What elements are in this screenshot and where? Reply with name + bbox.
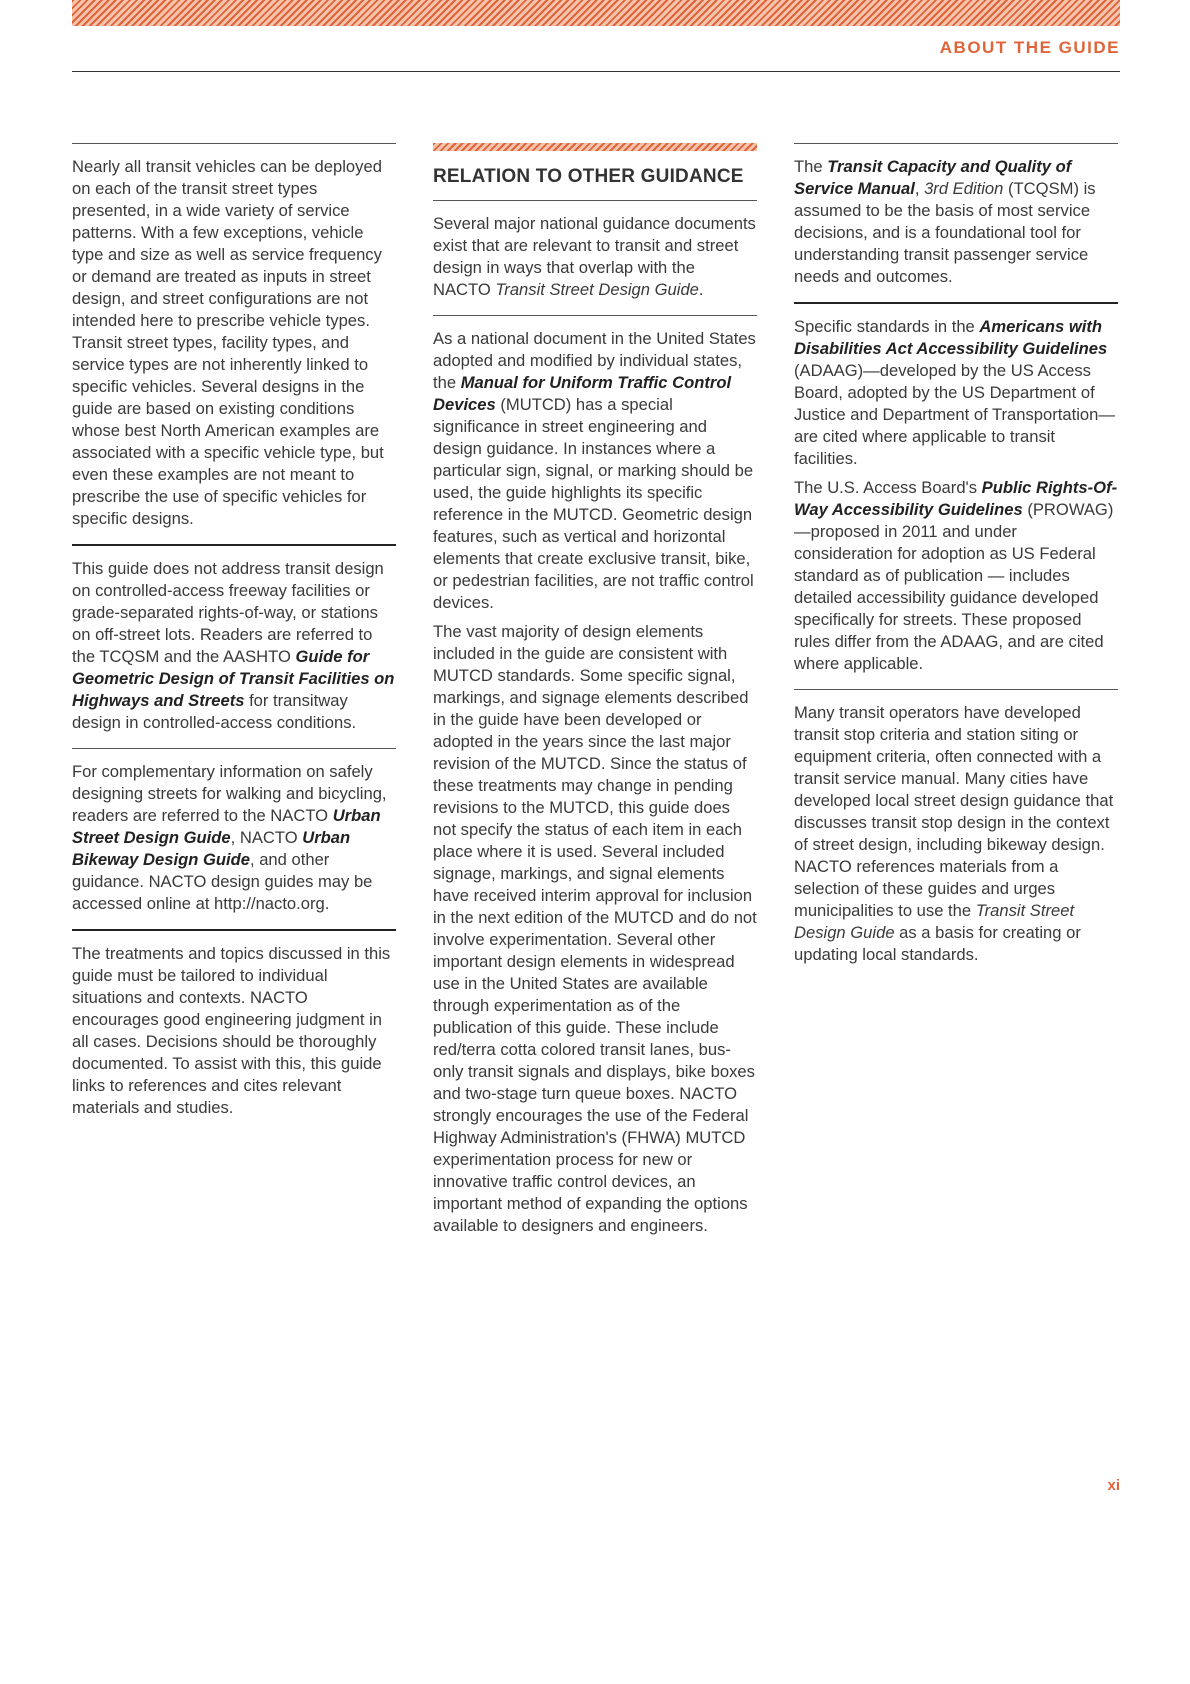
- text-run: , and other guidance. NACTO design guides may be accessed online at http://nacto.org.: [72, 850, 373, 913]
- header-divider: [72, 71, 1120, 72]
- text-run: (TCQSM) is assumed to be the basis of most service decisions, and is a foundational tool for understanding transit passenger service needs and outcomes.: [794, 179, 1096, 286]
- text-run: For complementary information on safely designing streets for walking and bicycling, readers are referred to the NACTO: [72, 762, 387, 825]
- paragraph-controlled-access: [72, 558, 396, 734]
- column-middle: [433, 143, 757, 1250]
- paragraph-engineering-judgment: The treatments and topics discussed in this guide must be tailored to individual situations and contexts. NACTO encourages good engineering judgment in all cases. Decisions should be thoroughly documented. To assist with this, this guide links to references and cites relevant materials and studies.: [72, 944, 391, 1117]
- section-hatch-accent: [433, 143, 757, 151]
- text-run: .: [698, 280, 704, 299]
- reference-title: Urban Street Design Guide: [72, 806, 381, 847]
- top-hatched-band: [72, 0, 1120, 26]
- reference-title: Transit Street Design Guide: [794, 901, 1075, 942]
- text-block: [794, 304, 1118, 688]
- paragraph-mutcd: [433, 328, 757, 614]
- text-block: [433, 316, 757, 1250]
- paragraph-experimentation: The vast majority of design elements included in the guide are consistent with MUTCD standards. Some specific signal, markings, and signage elements described in the guide have been developed or adopted in the years since the last major revision of the MUTCD. Since the status of these treatments may change in pending revisions to the MUTCD, this guide does not specify the status of each item in each place where it is used. Several included signage, markings, and signal elements have received interim approval for inclusion in the next edition of the MUTCD and do not involve experimentation. Several other important design elements in widespread use in the United States are available through experimentation as of the publication of this guide. These include red/terra cotta colored transit lanes, bus-only transit signals and displays, bike boxes and two-stage turn queue boxes. NACTO strongly encourages the use of the Federal Highway Administration's (FHWA) MUTCD experimentation process for new or innovative traffic control devices, an important method of expanding the options available to designers and engineers.: [433, 622, 757, 1235]
- text-run: (PROWAG)—proposed in 2011 and under consideration for adoption as US Federal standard as of publication — includes detailed accessibility guidance developed specifically for streets. These proposed rules differ from the ADAAG, and are cited where applicable.: [794, 500, 1114, 673]
- text-run: , NACTO: [230, 828, 303, 847]
- text-run: Many transit operators have developed transit stop criteria and station siting or equipment criteria, often connected with a transit service manual. Many cities have developed local street design guidance that discusses transit stop design in the context of street design, including bikeway design. NACTO references materials from a selection of these guides and urges municipalities to use the: [794, 703, 1114, 920]
- paragraph-complementary-info: [72, 761, 396, 915]
- text-block: [72, 546, 396, 747]
- reference-title: Manual for Uniform Traffic Control Devices: [433, 373, 732, 414]
- reference-title: Americans with Disabilities Act Accessibility Guidelines: [794, 317, 1108, 358]
- reference-title: Guide for Geometric Design of Transit Facilities on Highways and Streets: [72, 647, 395, 710]
- text-run: The U.S. Access Board's: [794, 478, 982, 497]
- paragraph-tcqsm: [794, 156, 1118, 288]
- text-block: [433, 201, 757, 314]
- reference-title: Transit Street Design Guide: [495, 280, 699, 299]
- text-run: Several major national guidance documents exist that are relevant to transit and street design in ways that overlap with the NACTO: [433, 214, 756, 299]
- section-header-label: ABOUT THE GUIDE: [939, 38, 1120, 57]
- text-run: This guide does not address transit design on controlled-access freeway facilities or grade-separated rights-of-way, or stations on off-street lots. Readers are referred to the TCQSM and the AASHTO: [72, 559, 384, 666]
- column-right: [794, 143, 1118, 979]
- reference-title: Urban Bikeway Design Guide: [72, 828, 351, 869]
- text-run: The: [794, 157, 828, 176]
- paragraph-vehicle-types: Nearly all transit vehicles can be deployed on each of the transit street types presented, in a wide variety of service patterns. With a few exceptions, vehicle type and size as well as service frequency or demand are treated as inputs in street design, and street configurations are not intended here to prescribe vehicle types. Transit street types, facility types, and service types are not inherently linked to specific vehicles. Several designs in the guide are based on existing conditions whose best North American examples are associated with a specific vehicle type, but even these examples are not meant to prescribe the use of specific vehicles for specific designs.: [72, 157, 384, 528]
- text-run: ,: [914, 179, 925, 198]
- reference-title: Transit Capacity and Quality of Service Manual: [794, 157, 1072, 198]
- text-block: [72, 144, 396, 543]
- text-run: As a national document in the United States adopted and modified by individual states, the: [433, 329, 756, 392]
- column-left: [72, 143, 396, 1132]
- paragraph-prowag: [794, 477, 1118, 675]
- text-run: (MUTCD) has a special significance in street engineering and design guidance. In instances where a particular sign, signal, or marking should be used, the guide highlights its specific reference in the MUTCD. Geometric design features, such as vertical and horizontal elements that create exclusive transit, bike, or pedestrian facilities, are not traffic control devices.: [433, 395, 754, 612]
- paragraph-guidance-overview: [433, 213, 757, 301]
- section-title: RELATION TO OTHER GUIDANCE: [433, 166, 744, 187]
- paragraph-adaag: [794, 316, 1118, 470]
- text-run: (ADAAG)—developed by the US Access Board, adopted by the US Department of Justice and Department of Transportation—are cited where applicable to transit facilities.: [794, 361, 1115, 468]
- text-block: [72, 749, 396, 928]
- text-block: [794, 690, 1118, 979]
- text-run: as a basis for creating or updating local standards.: [794, 923, 1081, 964]
- text-block: [794, 144, 1118, 301]
- paragraph-local-guidance: [794, 702, 1118, 966]
- edition-label: 3rd Edition: [924, 179, 1004, 198]
- page-number: xi: [1107, 1477, 1120, 1494]
- text-run: for transitway design in controlled-access conditions.: [72, 691, 357, 732]
- reference-title: Public Rights-Of-Way Accessibility Guidelines: [794, 478, 1118, 519]
- text-block: [72, 931, 396, 1132]
- text-run: Specific standards in the: [794, 317, 980, 336]
